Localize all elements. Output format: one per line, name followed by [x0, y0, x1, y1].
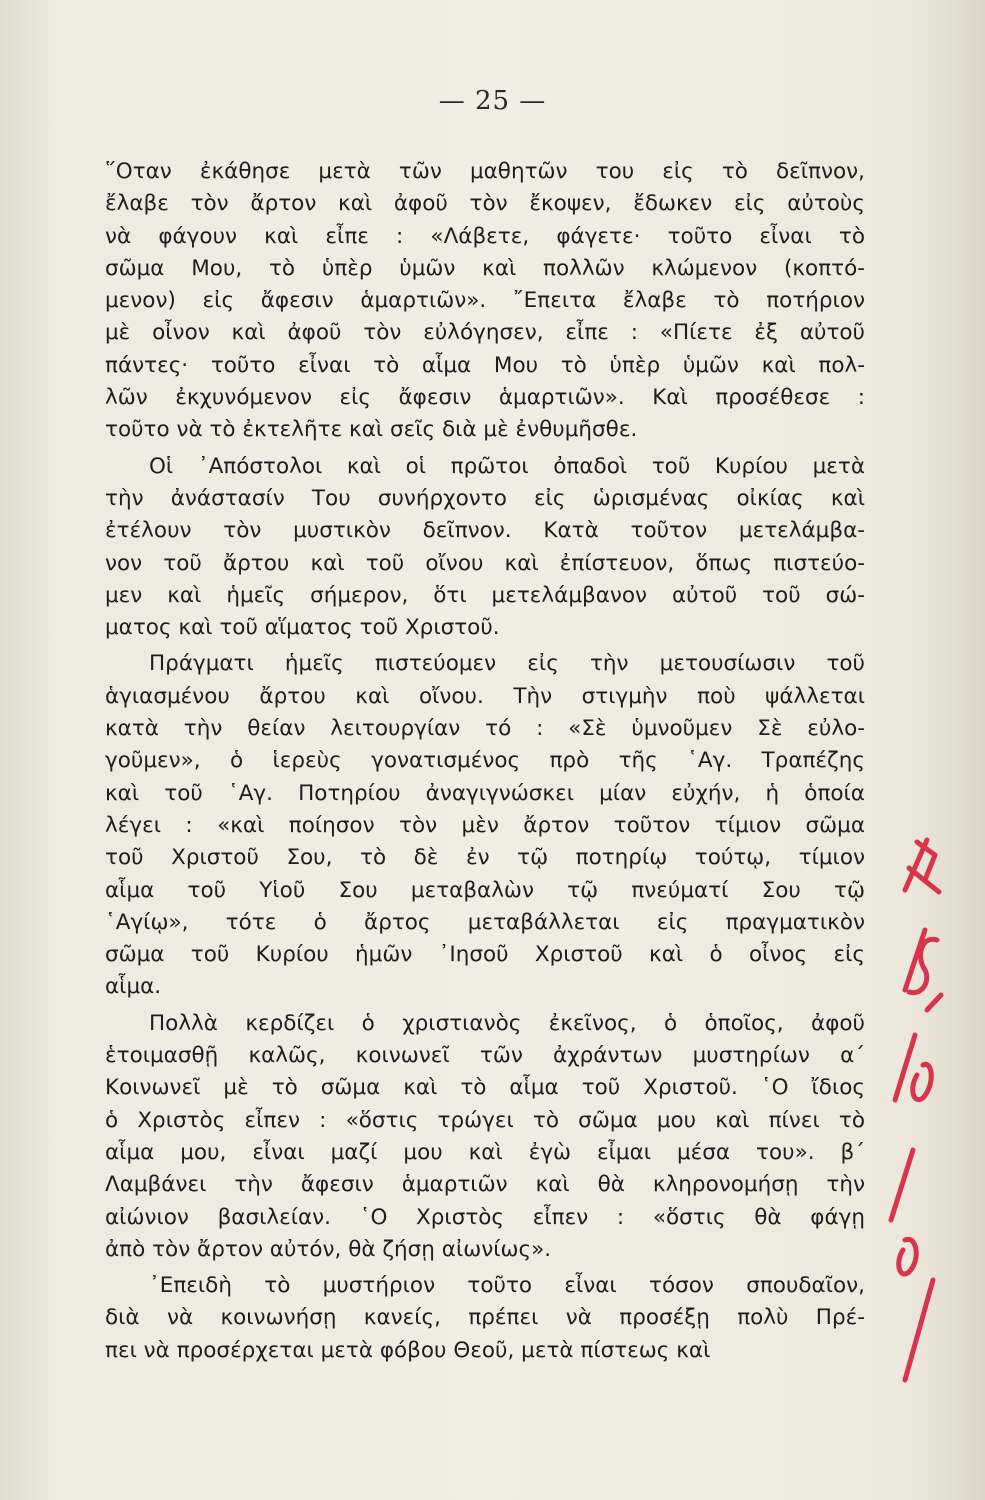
text-line: ῾Αγίῳ», τότε ὁ ἄρτος μεταβάλλεται εἰς πραγματικὸν	[105, 909, 865, 935]
text-line: ἀπὸ τὸν ἄρτον αὐτόν, θὰ ζήσῃ αἰωνίως».	[105, 1236, 552, 1262]
text-line: πει νὰ προσέρχεται μετὰ φόβου Θεοῦ, μετὰ πίστεως καὶ	[105, 1337, 711, 1363]
text-line: ῞Οταν ἐκάθησε μετὰ τῶν μαθητῶν του εἰς τὸ δεῖπνον,	[105, 159, 865, 184]
text-line: μεν καὶ ἡμεῖς σήμερον, ὅτι μετελάμβανον αὐτοῦ τοῦ σώ-	[105, 582, 865, 608]
text-line: νὰ φάγουν καὶ εἶπε : «Λάβετε, φάγετε· τοῦτο εἶναι τὸ	[105, 223, 865, 249]
text-line: μὲ οἶνον καὶ ἀφοῦ τὸν εὐλόγησεν, εἶπε : «Πίετε ἐξ αὐτοῦ	[105, 320, 865, 346]
text-line: κατὰ τὴν θείαν λειτουργίαν τό : «Σὲ ὑμνοῦμεν Σὲ εὐλο-	[105, 716, 865, 742]
text-line: Οἱ ᾿Απόστολοι καὶ οἱ πρῶτοι ὀπαδοὶ τοῦ Κυρίου μετὰ	[149, 453, 865, 479]
text-line: σῶμα τοῦ Κυρίου ἡμῶν ᾿Ιησοῦ Χριστοῦ καὶ ὁ οἶνος εἰς	[105, 942, 865, 968]
text-line: τοῦτο νὰ τὸ ἐκτελῆτε καὶ σεῖς διὰ μὲ ἐνθυμῆσθε.	[105, 417, 638, 443]
paragraph	[105, 1270, 865, 1367]
paragraph	[105, 648, 865, 1003]
text-line: μενον) εἰς ἄφεσιν ἁμαρτιῶν». ῎Επειτα ἔλαβε τὸ ποτήριον	[105, 288, 865, 314]
text-line: αἰώνιον βασιλείαν. ῾Ο Χριστὸς εἶπεν : «ὅστις θὰ φάγῃ	[105, 1204, 865, 1230]
body-text	[105, 156, 865, 1371]
paragraph	[105, 451, 865, 645]
text-line: λέγει : «καὶ ποίησον τὸν μὲν ἄρτον τοῦτον τίμιον σῶμα	[105, 812, 865, 838]
text-line: διὰ νὰ κοινωνήσῃ κανείς, πρέπει νὰ προσέξῃ πολὺ Πρέ-	[105, 1305, 865, 1331]
text-line: αἷμα μου, εἶναι μαζί μου καὶ ἐγὼ εἶμαι μέσα του». β´	[105, 1139, 865, 1165]
text-line: Πολλὰ κερδίζει ὁ χριστιανὸς ἐκεῖνος, ὁ ὁποῖος, ἀφοῦ	[149, 1010, 865, 1036]
text-line: πάντες· τοῦτο εἶναι τὸ αἷμα Μου τὸ ὑπὲρ ὑμῶν καὶ πολ-	[105, 352, 865, 378]
text-line: ἐτέλουν τὸν μυστικὸν δεῖπνον. Κατὰ τοῦτον μετελάμβα-	[105, 518, 865, 544]
handwritten-margin-note	[865, 820, 955, 1420]
red-pencil-marks-icon	[891, 840, 941, 1380]
text-line: λῶν ἐκχυνόμενον εἰς ἄφεσιν ἁμαρτιῶν». Καὶ προσέθεσε :	[105, 385, 865, 411]
paragraph	[105, 156, 865, 447]
text-line: αἷμα τοῦ Υἱοῦ Σου μεταβαλὼν τῷ πνεύματί Σου τῷ	[105, 877, 865, 903]
text-line: σῶμα Μου, τὸ ὑπὲρ ὑμῶν καὶ πολλῶν κλώμενον (κοπτό-	[105, 255, 865, 281]
text-line: ἁγιασμένου ἄρτου καὶ οἴνου. Τὴν στιγμὴν ποὺ ψάλλεται	[105, 683, 865, 709]
text-line: ὁ Χριστὸς εἶπεν : «ὅστις τρώγει τὸ σῶμα μου καὶ πίνει τὸ	[105, 1107, 865, 1133]
text-line: ματος καὶ τοῦ αἵματος τοῦ Χριστοῦ.	[105, 615, 500, 641]
text-line: αἷμα.	[105, 974, 162, 1000]
paragraph	[105, 1008, 865, 1266]
text-line: Πράγματι ἡμεῖς πιστεύομεν εἰς τὴν μετουσίωσιν τοῦ	[149, 651, 865, 677]
text-line: γοῦμεν», ὁ ἱερεὺς γονατισμένος πρὸ τῆς ῾Αγ. Τραπέζης	[105, 748, 865, 774]
text-line: Κοινωνεῖ μὲ τὸ σῶμα καὶ τὸ αἷμα τοῦ Χριστοῦ. ῾Ο ἴδιος	[105, 1075, 865, 1101]
text-line: ἔλαβε τὸν ἄρτον καὶ ἀφοῦ τὸν ἔκοψεν, ἔδωκεν εἰς αὐτοὺς	[105, 191, 865, 217]
text-line: ᾿Επειδὴ τὸ μυστήριον τοῦτο εἶναι τόσον σπουδαῖον,	[149, 1273, 865, 1299]
page-number: — 25 —	[438, 86, 547, 116]
text-line: Λαμβάνει τὴν ἄφεσιν ἁμαρτιῶν καὶ θὰ κληρονομήσῃ τὴν	[105, 1172, 865, 1198]
text-line: ἑτοιμασθῇ καλῶς, κοινωνεῖ τῶν ἀχράντων μυστηρίων α´	[105, 1043, 865, 1069]
text-line: νον τοῦ ἄρτου καὶ τοῦ οἴνου καὶ ἐπίστευον, ὅπως πιστεύο-	[105, 550, 865, 576]
text-line: τὴν ἀνάστασίν Του συνήρχοντο εἰς ὡρισμένας οἰκίας καὶ	[105, 485, 865, 511]
text-line: τοῦ Χριστοῦ Σου, τὸ δὲ ἐν τῷ ποτηρίῳ τούτῳ, τίμιον	[105, 845, 865, 871]
text-line: καὶ τοῦ ῾Αγ. Ποτηρίου ἀναγιγνώσκει μίαν εὐχήν, ἡ ὁποία	[105, 780, 865, 806]
